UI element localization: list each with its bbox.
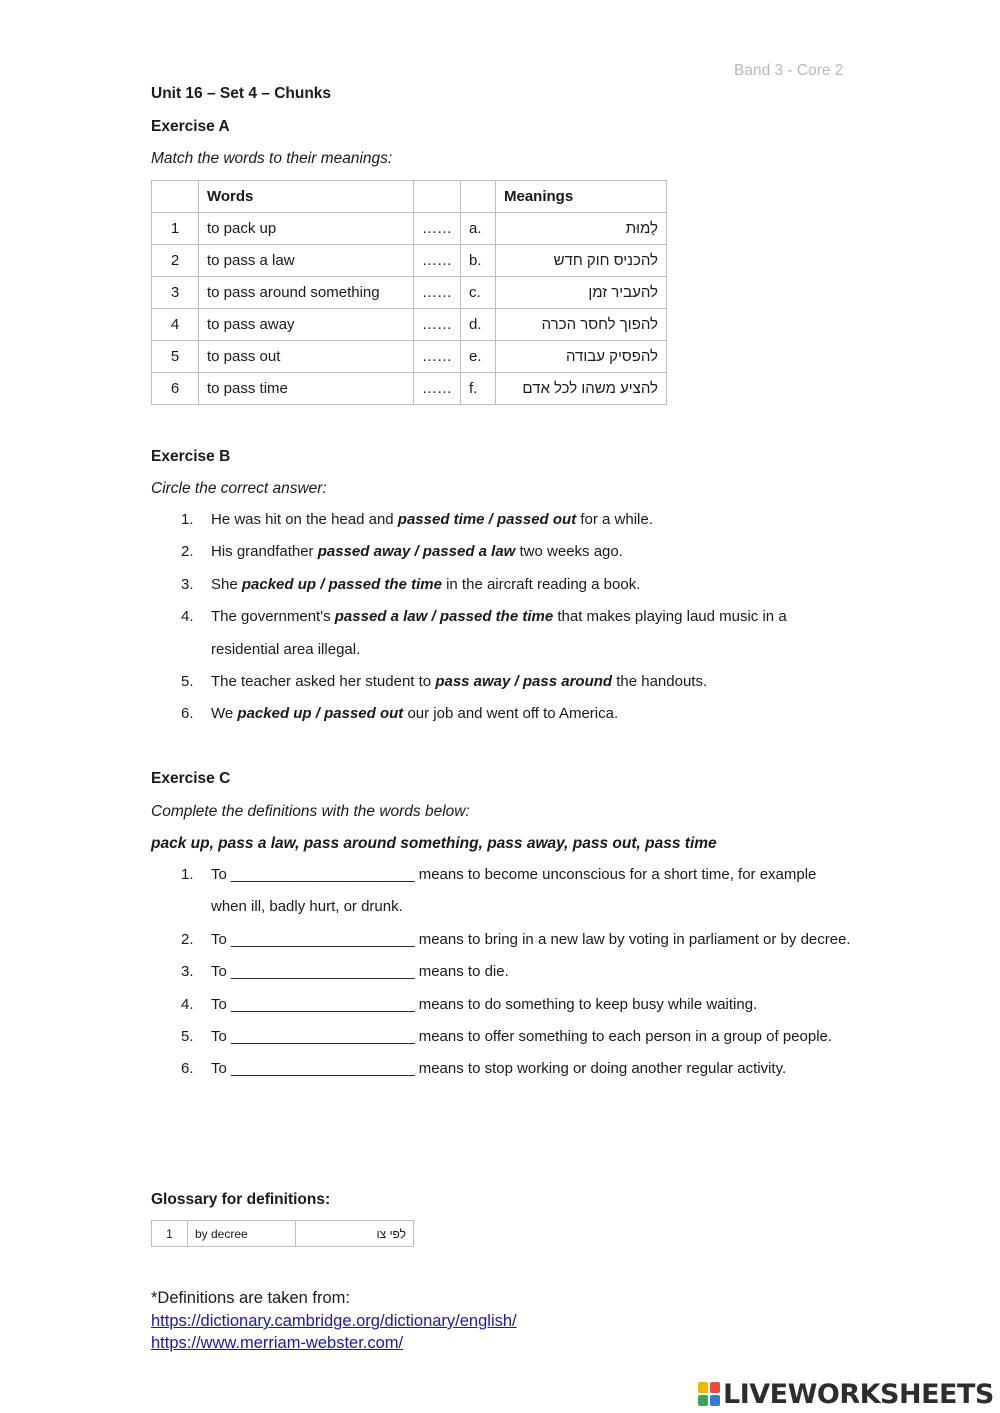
exercise-a-instruction: Match the words to their meanings: <box>151 150 393 167</box>
header-num-cell <box>152 181 199 213</box>
header-meanings: Meanings <box>496 181 667 213</box>
table-row <box>152 245 667 277</box>
list-item <box>151 666 851 698</box>
item-number: 1. <box>181 866 194 883</box>
item-number: 2. <box>181 930 194 948</box>
sentence-end: that makes playing laud music in a residential area illegal. <box>211 608 787 658</box>
item-number: 2. <box>181 543 194 561</box>
definition-text[interactable]: To ______________________ means to bring in a new law by voting in parliament or by decree. <box>211 930 851 948</box>
row-letter: a. <box>461 213 496 245</box>
table-row <box>152 341 667 373</box>
exercise-c-list <box>151 859 851 1086</box>
row-word: to pass around something <box>199 277 414 309</box>
answer-choice[interactable]: passed away / passed a law <box>317 543 516 561</box>
matching-table <box>151 180 667 405</box>
item-number: 4. <box>181 608 194 626</box>
sentence-start: The government's <box>211 608 335 626</box>
list-item <box>151 504 851 536</box>
row-letter: f. <box>461 373 496 405</box>
sentence-end: two weeks ago. <box>515 543 623 561</box>
exercise-a-heading: Exercise A <box>151 118 230 135</box>
matching-header-row <box>152 181 667 213</box>
item-number: 6. <box>181 1060 194 1078</box>
sentence-end: the handouts. <box>612 673 708 691</box>
row-word: to pass a law <box>199 245 414 277</box>
row-letter: c. <box>461 277 496 309</box>
table-row <box>152 1221 414 1247</box>
answer-choice[interactable]: packed up / passed out <box>237 705 404 723</box>
list-item <box>151 569 851 601</box>
glossary-number: 1 <box>152 1221 188 1247</box>
sentence-start: He was hit on the head and <box>211 511 398 528</box>
sentence-start: We <box>211 705 238 723</box>
exercise-c-heading: Exercise C <box>151 770 231 787</box>
exercise-b-heading: Exercise B <box>151 448 231 465</box>
answer-blank[interactable]: …… <box>414 309 461 341</box>
definition-text[interactable]: To ______________________ means to become unconscious for a short time, for example when ill, badly hurt, or drunk. <box>211 866 817 916</box>
merriam-webster-link[interactable]: https://www.merriam-webster.com/ <box>151 1334 404 1352</box>
row-meaning: להכניס חוק חדש <box>496 245 667 277</box>
item-number: 5. <box>181 673 194 691</box>
row-number: 5 <box>152 341 199 373</box>
list-item <box>151 536 851 568</box>
item-number: 3. <box>181 575 194 593</box>
definition-text[interactable]: To ______________________ means to stop working or doing another regular activity. <box>211 1060 787 1078</box>
row-meaning: להפסיק עבודה <box>496 341 667 373</box>
row-meaning: להפוך לחסר הכרה <box>496 309 667 341</box>
answer-choice[interactable]: packed up / passed the time <box>241 575 442 593</box>
glossary-table <box>151 1220 414 1247</box>
list-item <box>151 1021 841 1053</box>
item-number: 6. <box>181 705 194 723</box>
answer-blank[interactable]: …… <box>414 245 461 277</box>
answer-blank[interactable]: …… <box>414 213 461 245</box>
row-number: 3 <box>152 277 199 309</box>
logo-square <box>698 1382 708 1393</box>
list-item <box>151 698 851 730</box>
list-item <box>151 601 831 666</box>
answer-choice[interactable]: pass away / pass around <box>435 673 613 691</box>
logo-square <box>710 1395 720 1406</box>
header-words: Words <box>199 181 414 213</box>
row-meaning: להציע משהו לכל אדם <box>496 373 667 405</box>
row-letter: b. <box>461 245 496 277</box>
sources-intro: *Definitions are taken from: <box>151 1289 351 1307</box>
sentence-end: for a while. <box>576 511 653 528</box>
glossary-meaning: לפי צו <box>296 1221 414 1247</box>
answer-choice[interactable]: passed a law / passed the time <box>334 608 554 626</box>
row-number: 4 <box>152 309 199 341</box>
item-number: 3. <box>181 963 194 981</box>
answer-blank[interactable]: …… <box>414 341 461 373</box>
row-letter: e. <box>461 341 496 373</box>
answer-blank[interactable]: …… <box>414 277 461 309</box>
row-number: 2 <box>152 245 199 277</box>
list-item <box>151 989 851 1021</box>
logo-text: LIVEWORKSHEETS <box>723 1378 994 1410</box>
item-number: 4. <box>181 995 194 1013</box>
definition-text[interactable]: To ______________________ means to do something to keep busy while waiting. <box>211 995 758 1013</box>
row-word: to pack up <box>199 213 414 245</box>
exercise-c-instruction: Complete the definitions with the words below: <box>151 803 470 820</box>
logo-square <box>698 1395 708 1406</box>
answer-blank[interactable]: …… <box>414 373 461 405</box>
page-title: Unit 16 – Set 4 – Chunks <box>151 85 332 102</box>
sentence-start: The teacher asked her student to <box>211 673 436 691</box>
item-number: 1. <box>181 511 194 528</box>
row-letter: d. <box>461 309 496 341</box>
sentence-end: in the aircraft reading a book. <box>441 575 641 593</box>
definition-text[interactable]: To ______________________ means to offer something to each person in a group of people. <box>211 1028 833 1046</box>
list-item <box>151 956 851 988</box>
exercise-b-list <box>151 504 851 731</box>
table-row <box>152 213 667 245</box>
row-meaning: לָמוּת <box>496 213 667 245</box>
sentence-end: our job and went off to America. <box>403 705 619 723</box>
row-meaning: להעביר זמן <box>496 277 667 309</box>
table-row <box>152 373 667 405</box>
logo-square <box>710 1382 720 1393</box>
sentence-start: She <box>211 575 242 593</box>
liveworksheets-logo <box>698 1378 994 1410</box>
list-item <box>151 924 851 956</box>
glossary-word: by decree <box>188 1221 296 1247</box>
row-number: 1 <box>152 213 199 245</box>
word-bank: pack up, pass a law, pass around something, pass away, pass out, pass time <box>151 835 717 852</box>
cambridge-link[interactable]: https://dictionary.cambridge.org/dictionary/english/ <box>151 1312 517 1330</box>
header-letter-cell <box>461 181 496 213</box>
table-row <box>152 309 667 341</box>
list-item <box>151 859 851 924</box>
definition-text[interactable]: To ______________________ means to die. <box>211 963 509 981</box>
row-word: to pass away <box>199 309 414 341</box>
row-word: to pass time <box>199 373 414 405</box>
header-blank-cell <box>414 181 461 213</box>
table-row <box>152 277 667 309</box>
logo-mark-icon <box>698 1382 720 1406</box>
list-item <box>151 1053 851 1085</box>
answer-choice[interactable]: passed time / passed out <box>397 511 577 528</box>
glossary-heading: Glossary for definitions: <box>151 1191 331 1208</box>
exercise-b-instruction: Circle the correct answer: <box>151 480 327 497</box>
item-number: 5. <box>181 1028 194 1046</box>
sentence-start: His grandfather <box>211 543 318 561</box>
band-label: Band 3 - Core 2 <box>734 62 844 79</box>
row-number: 6 <box>152 373 199 405</box>
row-word: to pass out <box>199 341 414 373</box>
